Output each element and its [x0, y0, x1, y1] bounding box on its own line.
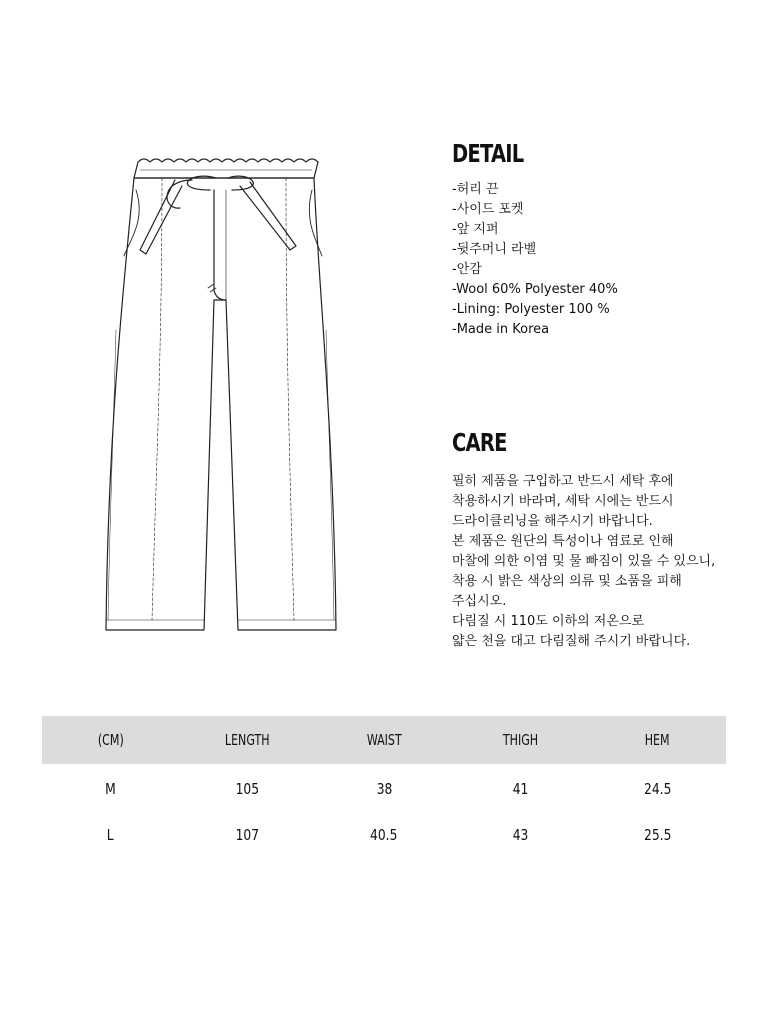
detail-heading: DETAIL	[452, 139, 524, 168]
detail-item: -안감	[452, 262, 482, 277]
hem-value: 25.5	[643, 826, 672, 844]
detail-item: -허리 끈	[452, 182, 499, 197]
detail-item: -Made in Korea	[452, 322, 550, 337]
table-row	[42, 812, 726, 858]
length-value: 105	[235, 780, 260, 798]
care-line: 주십시오.	[452, 594, 507, 609]
size-label: L	[107, 826, 114, 844]
detail-item: -Wool 60% Polyester 40%	[452, 282, 618, 297]
detail-item: -Lining: Polyester 100 %	[452, 302, 610, 317]
care-heading: CARE	[452, 428, 507, 457]
header-unit: (CM)	[42, 716, 179, 764]
detail-item: -앞 지퍼	[452, 222, 499, 237]
header-thigh: THIGH	[453, 716, 590, 764]
size-table-header-row	[42, 716, 726, 764]
detail-list	[452, 180, 618, 340]
waist-value: 40.5	[370, 826, 398, 844]
care-line: 드라이클리닝을 해주시기 바랍니다.	[452, 514, 653, 529]
hem-value: 24.5	[643, 780, 672, 798]
waist-value: 38	[376, 780, 392, 798]
header-hem: HEM	[589, 716, 726, 764]
care-line: 착용 시 밝은 색상의 의류 및 소품을 피해	[452, 574, 682, 589]
thigh-value: 43	[513, 826, 529, 844]
detail-item: -사이드 포켓	[452, 202, 524, 217]
care-instructions	[452, 472, 762, 652]
header-length: LENGTH	[179, 716, 316, 764]
table-row	[42, 764, 726, 812]
trousers-sketch-icon	[100, 150, 340, 650]
size-table	[42, 716, 726, 858]
thigh-value: 41	[513, 780, 529, 798]
care-line: 본 제품은 원단의 특성이나 염료로 인해	[452, 534, 674, 549]
length-value: 107	[235, 826, 260, 844]
care-line: 착용하시기 바라며, 세탁 시에는 반드시	[452, 494, 674, 509]
size-label: M	[105, 780, 116, 798]
header-waist: WAIST	[316, 716, 453, 764]
care-line: 다림질 시 110도 이하의 저온으로	[452, 614, 645, 629]
care-line: 얇은 천을 대고 다림질해 주시기 바랍니다.	[452, 634, 691, 649]
care-line: 마찰에 의한 이염 및 물 빠짐이 있을 수 있으니,	[452, 554, 716, 569]
care-line: 필히 제품을 구입하고 반드시 세탁 후에	[452, 474, 674, 489]
detail-item: -뒷주머니 라벨	[452, 242, 537, 257]
